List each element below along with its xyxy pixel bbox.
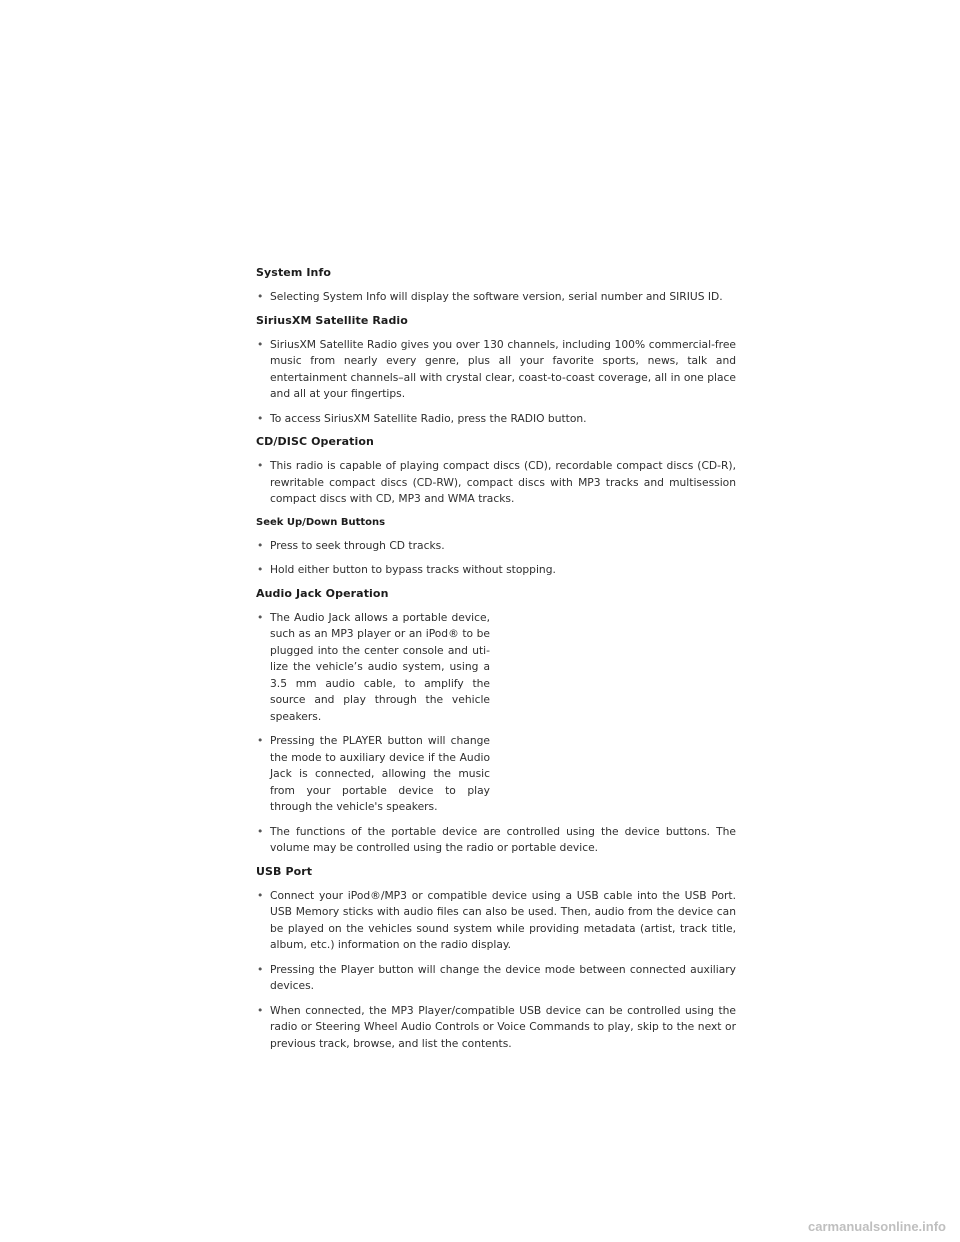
list-item: • The functions of the portable device are controlled using the device buttons. The volume may be controlled using the radio or portable device. (256, 824, 736, 857)
cd-disc-list (256, 458, 736, 508)
section-heading-audio-jack: Audio Jack Operation (256, 586, 389, 600)
system-info-list (256, 289, 736, 306)
list-item: • Hold either button to bypass tracks without stopping. (256, 562, 736, 579)
list-item: • To access SiriusXM Satellite Radio, press the RADIO button. (256, 411, 736, 428)
usb-list (256, 888, 736, 1053)
siriusxm-list (256, 337, 736, 428)
list-item: • The Audio Jack allows a portable device, such as an MP3 player or an iPod® to be plugged into the center console and uti-lize the vehicle’s audio system, using a 3.5 mm audio cable, to amplify the source and play through the vehicle speakers. (256, 610, 490, 726)
content-column (256, 266, 736, 1060)
list-item: • Selecting System Info will display the software version, serial number and SIRIUS ID. (256, 289, 736, 306)
section-heading-cd-disc: CD/DISC Operation (256, 435, 374, 448)
seek-list (256, 538, 736, 579)
section-heading-usb: USB Port (256, 864, 313, 878)
section-heading-seek: Seek Up/Down Buttons (256, 516, 386, 528)
watermark: carmanualsonline.info (808, 1219, 946, 1234)
list-item: • This radio is capable of playing compact discs (CD), recordable compact discs (CD-R), rewritable compact discs (CD-RW), compact discs with MP3 tracks and multisession compact discs with CD, MP3 and WMA tracks. (256, 458, 736, 508)
audio-jack-list-narrow (256, 610, 736, 816)
list-item: • Connect your iPod®/MP3 or compatible device using a USB cable into the USB Port. USB Memory sticks with audio files can also be used. Then, audio from the device can be played on the vehicles sound system while providing metadata (artist, track title, album, etc.) information on the radio display. (256, 888, 736, 954)
list-item: • Press to seek through CD tracks. (256, 538, 736, 555)
section-heading-system-info: System Info (256, 266, 332, 279)
section-heading-siriusxm: SiriusXM Satellite Radio (256, 313, 408, 327)
list-item: • SiriusXM Satellite Radio gives you over 130 channels, including 100% commercial-free music from nearly every genre, plus all your favorite sports, news, talk and entertainment channels–all with crystal clear, coast-to-coast coverage, all in one place and all at your fingertips. (256, 337, 736, 403)
list-item: • Pressing the PLAYER button will change the mode to auxiliary device if the Audio Jack is connected, allowing the music from your portable device to play through the vehicle's speakers. (256, 733, 490, 816)
list-item: • Pressing the Player button will change the device mode between connected auxiliary devices. (256, 962, 736, 995)
audio-jack-list (256, 824, 736, 857)
list-item: • When connected, the MP3 Player/compatible USB device can be controlled using the radio or Steering Wheel Audio Controls or Voice Commands to play, skip to the next or previous track, browse, and list the contents. (256, 1003, 736, 1053)
